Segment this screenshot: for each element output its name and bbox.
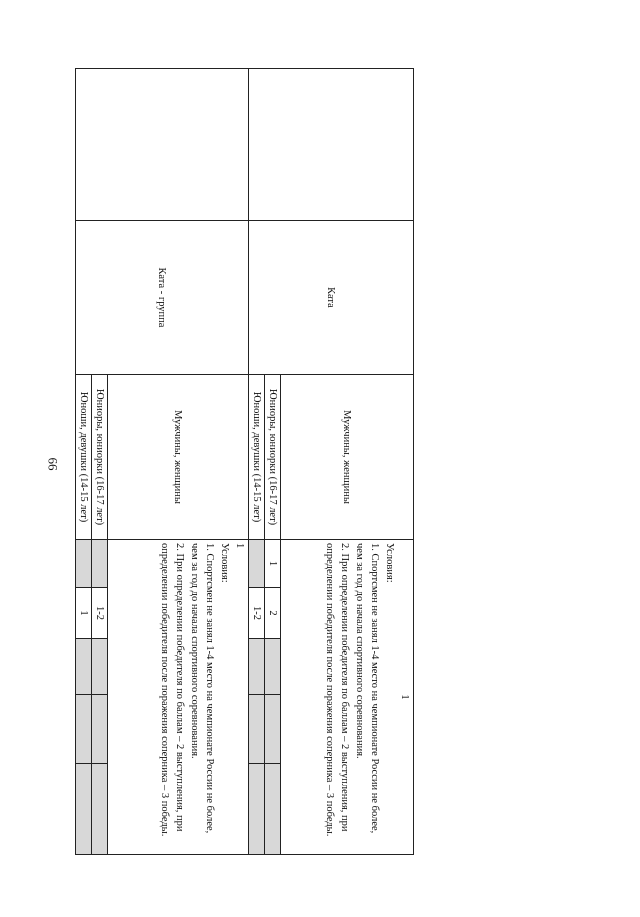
shaded-cell	[76, 540, 92, 588]
shaded-cell	[265, 695, 281, 764]
shaded-cell	[76, 639, 92, 695]
discipline-cell: Ката - группа	[76, 221, 249, 375]
value-cell: 1	[76, 588, 92, 639]
category-cell: Юноши, девушки (14-15 лет)	[249, 375, 265, 540]
conditions-cell	[281, 540, 414, 855]
value-cell: 1-2	[249, 588, 265, 639]
shaded-cell	[92, 540, 108, 588]
empty-cell	[76, 69, 249, 221]
shaded-cell	[76, 695, 92, 764]
conditions-cell	[108, 540, 249, 855]
discipline-cell: Ката	[249, 221, 414, 375]
conditions-item: 1. Спортсмен не занял 1-4 место на чемпионате России не более, чем за год до начала спортивного соревнования.	[354, 543, 380, 834]
adult-value: 1	[399, 694, 410, 700]
shaded-cell	[76, 764, 92, 855]
category-cell: Юниоры, юниорки (16-17 лет)	[265, 375, 281, 540]
value-cell: 1-2	[92, 588, 108, 639]
value-cell: 2	[265, 588, 281, 639]
shaded-cell	[92, 639, 108, 695]
conditions-title: Условия:	[219, 543, 230, 583]
category-cell: Юноши, девушки (14-15 лет)	[76, 375, 92, 540]
category-cell: Юниоры, юниорки (16-17 лет)	[92, 375, 108, 540]
shaded-cell	[249, 540, 265, 588]
table-row	[281, 69, 414, 855]
adult-value: 1	[234, 543, 245, 549]
shaded-cell	[92, 695, 108, 764]
table-row	[108, 69, 249, 855]
page-number: 66	[45, 457, 61, 471]
conditions-item: 2. При определении победителя по баллам – 2 выступления, при определении победителя после поражения соперника – 3 победы.	[324, 543, 350, 837]
rotated-table-container	[80, 68, 414, 854]
shaded-cell	[249, 639, 265, 695]
category-cell: Мужчины, женщины	[108, 375, 249, 540]
shaded-cell	[249, 764, 265, 855]
shaded-cell	[249, 695, 265, 764]
value-cell: 1	[265, 540, 281, 588]
conditions-item: 1. Спортсмен не занял 1-4 место на чемпионате России не более, чем за год до начала спортивного соревнования.	[189, 543, 215, 834]
requirements-table	[75, 68, 414, 855]
empty-cell	[249, 69, 414, 221]
shaded-cell	[265, 764, 281, 855]
conditions-title: Условия:	[384, 543, 395, 583]
shaded-cell	[265, 639, 281, 695]
category-cell: Мужчины, женщины	[281, 375, 414, 540]
conditions-item: 2. При определении победителя по баллам – 2 выступления, при определении победителя после поражения соперника – 3 победы.	[159, 543, 185, 837]
shaded-cell	[92, 764, 108, 855]
